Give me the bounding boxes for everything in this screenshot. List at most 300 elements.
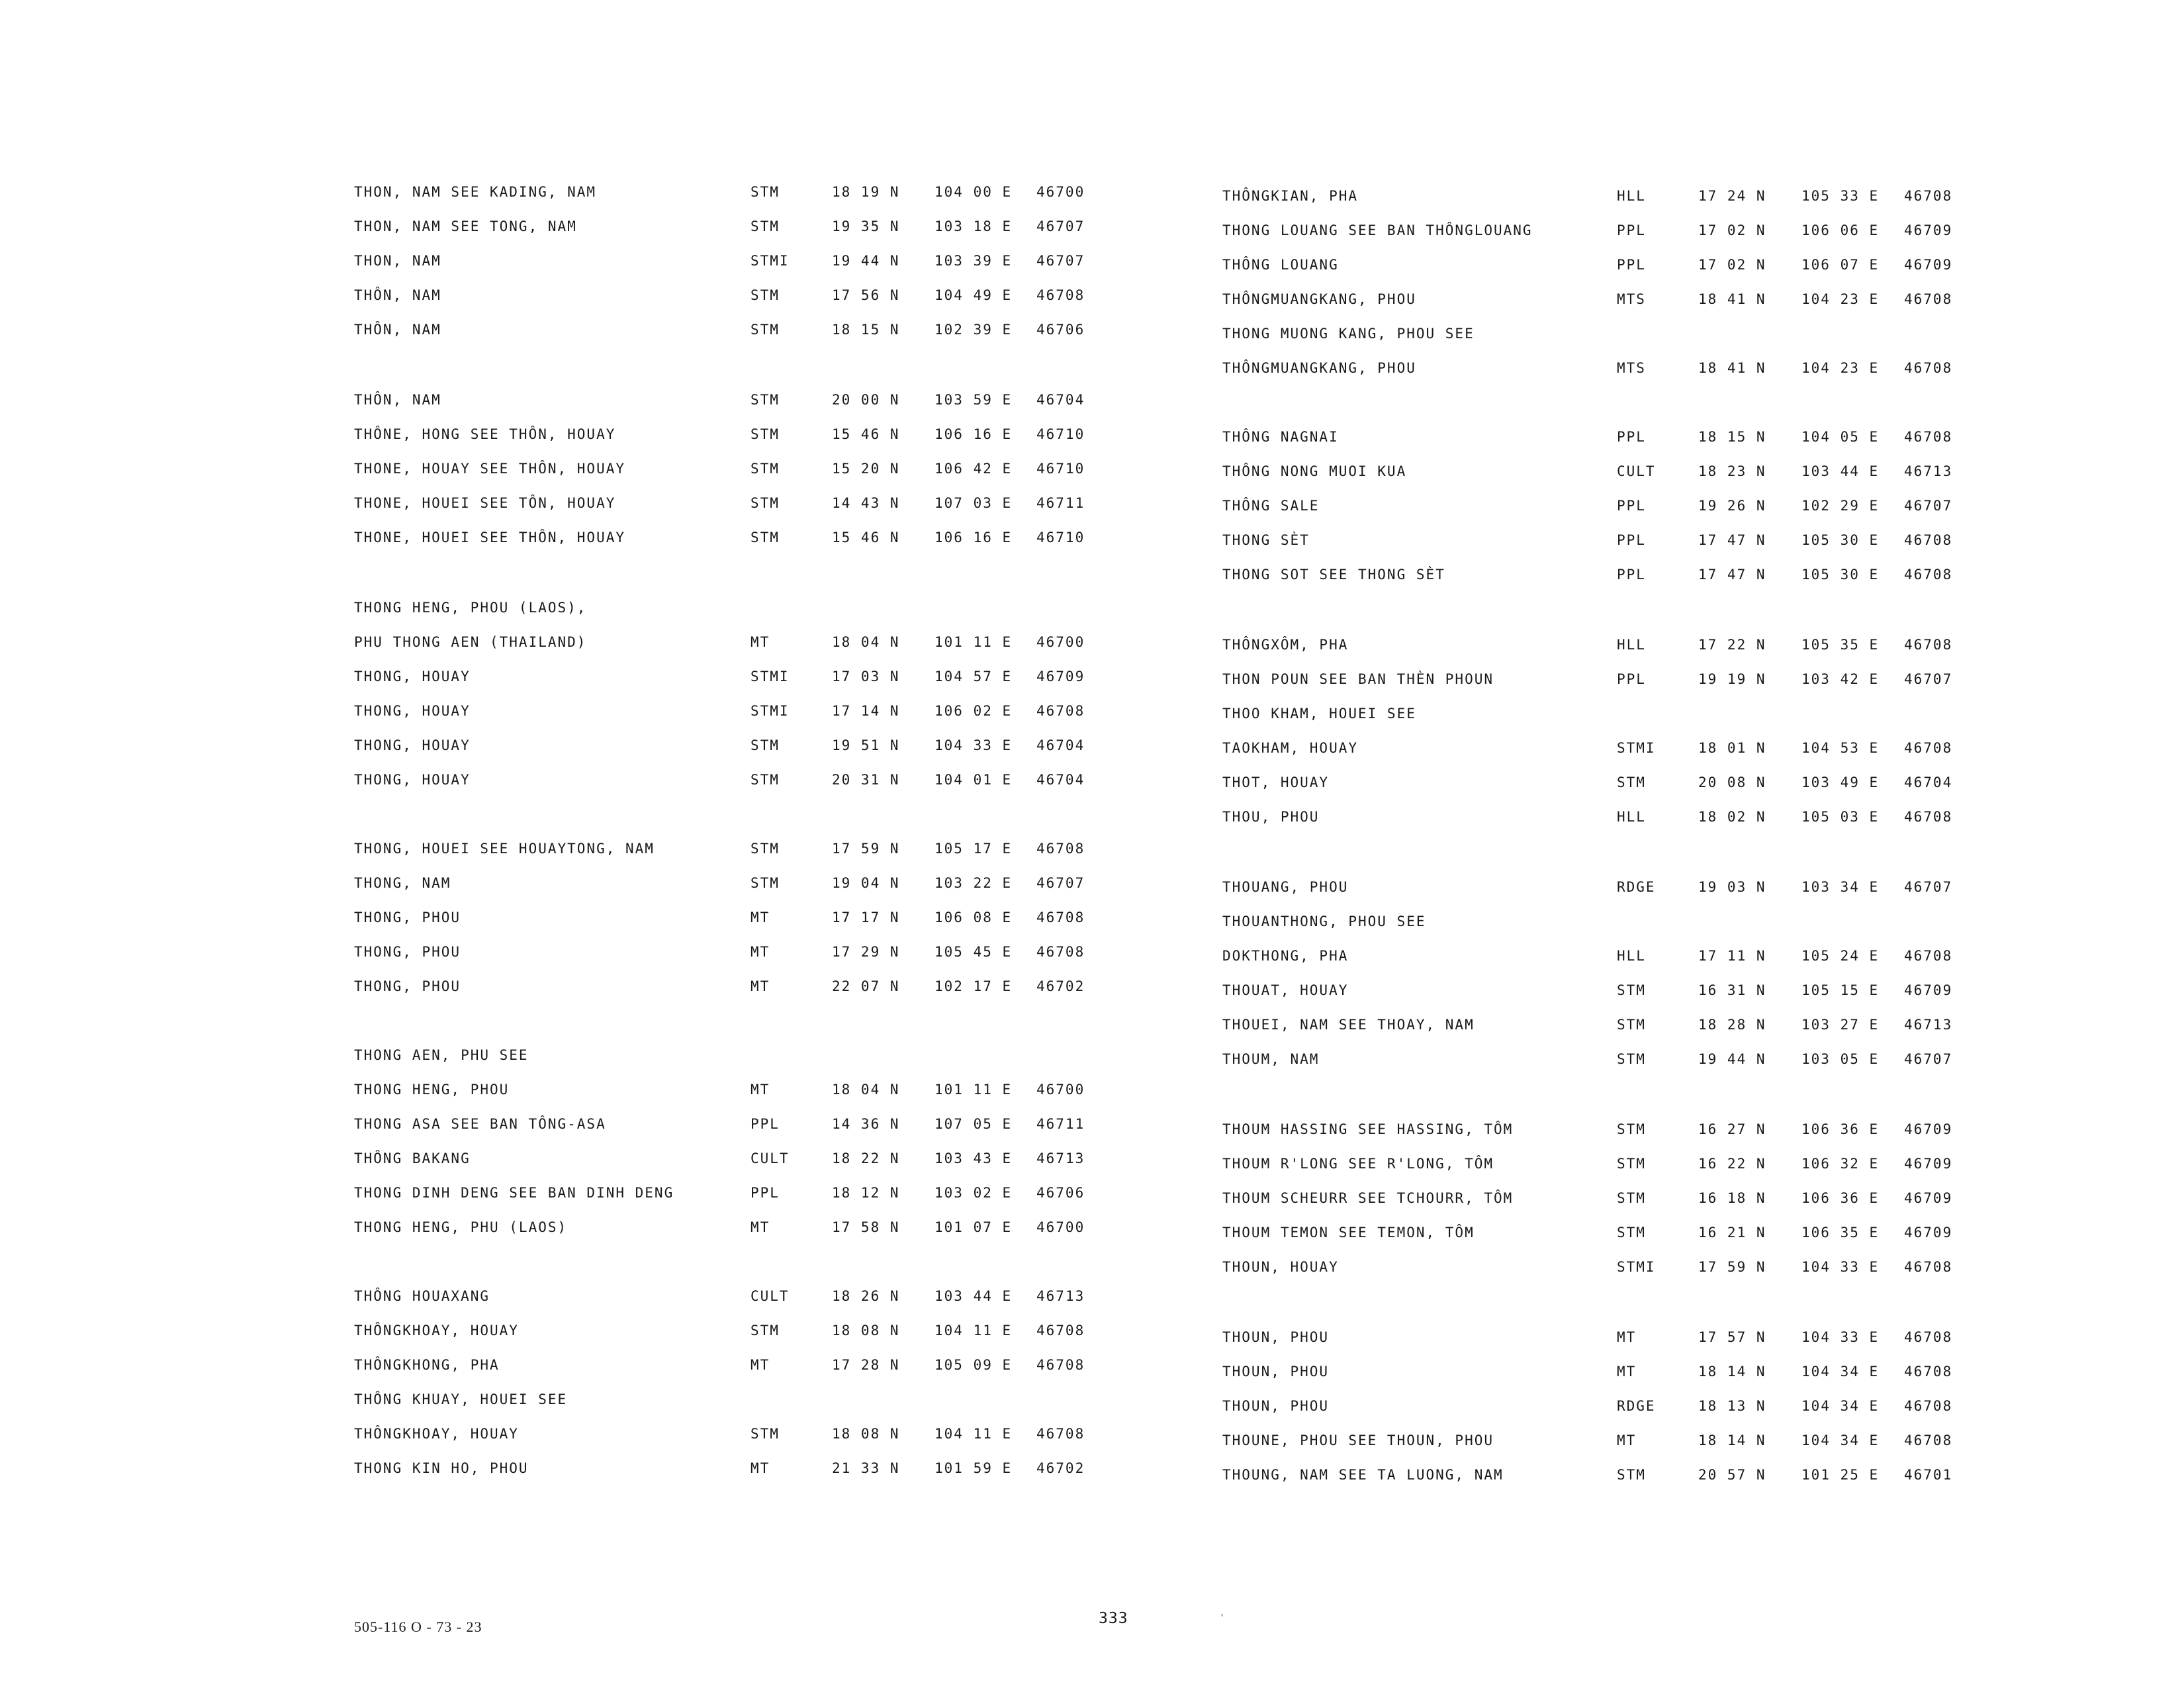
latitude: 17 11 N: [1698, 948, 1766, 964]
feature-code: PPL: [1617, 257, 1646, 273]
feature-code: MT: [751, 1082, 770, 1098]
latitude: 16 22 N: [1698, 1156, 1766, 1172]
map-sheet-number: 46708: [1904, 188, 1953, 204]
longitude: 103 43 E: [934, 1150, 1013, 1166]
latitude: 16 31 N: [1698, 982, 1766, 998]
feature-code: STM: [751, 772, 780, 788]
feature-code: STM: [1617, 1156, 1646, 1172]
feature-code: CULT: [751, 1288, 790, 1304]
map-sheet-number: 46700: [1036, 634, 1085, 650]
place-name: THONG, PHOU: [354, 978, 461, 994]
latitude: 18 41 N: [1698, 291, 1766, 307]
longitude: 105 09 E: [934, 1357, 1013, 1373]
map-sheet-number: 46707: [1904, 498, 1953, 514]
feature-code: MT: [1617, 1329, 1637, 1345]
longitude: 103 39 E: [934, 253, 1013, 269]
feature-code: MT: [751, 634, 770, 650]
place-name: THÔNG SALE: [1222, 498, 1320, 514]
latitude: 19 03 N: [1698, 879, 1766, 895]
feature-code: HLL: [1617, 948, 1646, 964]
place-name: THONG HENG, PHOU: [354, 1082, 510, 1098]
latitude: 16 21 N: [1698, 1225, 1766, 1241]
latitude: 17 17 N: [832, 910, 900, 925]
feature-code: CULT: [1617, 463, 1656, 479]
map-sheet-number: 46711: [1036, 495, 1085, 511]
latitude: 18 02 N: [1698, 809, 1766, 825]
place-name: THOUM HASSING SEE HASSING, TÔM: [1222, 1121, 1514, 1137]
feature-code: PPL: [751, 1116, 780, 1132]
feature-code: MTS: [1617, 291, 1646, 307]
map-sheet-number: 46707: [1036, 253, 1085, 269]
map-sheet-number: 46708: [1904, 637, 1953, 653]
feature-code: STM: [1617, 1017, 1646, 1033]
place-name: THONE, HOUEI SEE TÔN, HOUAY: [354, 495, 616, 511]
longitude: 104 57 E: [934, 669, 1013, 684]
feature-code: STM: [751, 1426, 780, 1442]
map-sheet-number: 46710: [1036, 530, 1085, 545]
place-name: THÔNGKIAN, PHA: [1222, 188, 1359, 204]
map-sheet-number: 46708: [1036, 287, 1085, 303]
place-name: THÔNGKHOAY, HOUAY: [354, 1323, 519, 1338]
feature-code: STM: [751, 287, 780, 303]
place-name: THÔNGMUANGKANG, PHOU: [1222, 360, 1416, 376]
place-name: THÔNGKHOAY, HOUAY: [354, 1426, 519, 1442]
longitude: 104 11 E: [934, 1426, 1013, 1442]
map-sheet-number: 46709: [1036, 669, 1085, 684]
latitude: 18 14 N: [1698, 1432, 1766, 1448]
latitude: 18 01 N: [1698, 740, 1766, 756]
latitude: 15 46 N: [832, 530, 900, 545]
longitude: 103 44 E: [934, 1288, 1013, 1304]
page-number: 333: [1099, 1610, 1128, 1627]
longitude: 104 49 E: [934, 287, 1013, 303]
latitude: 18 12 N: [832, 1185, 900, 1201]
place-name: THOUN, PHOU: [1222, 1364, 1330, 1380]
map-sheet-number: 46700: [1036, 1219, 1085, 1235]
place-name: THONG HENG, PHU (LAOS): [354, 1219, 568, 1235]
longitude: 105 45 E: [934, 944, 1013, 960]
place-name: THONG MUONG KANG, PHOU SEE: [1222, 326, 1475, 342]
longitude: 104 00 E: [934, 184, 1013, 200]
map-sheet-number: 46711: [1036, 1116, 1085, 1132]
longitude: 106 32 E: [1801, 1156, 1880, 1172]
latitude: 20 57 N: [1698, 1467, 1766, 1483]
longitude: 101 11 E: [934, 634, 1013, 650]
longitude: 103 59 E: [934, 392, 1013, 408]
map-sheet-number: 46707: [1904, 1051, 1953, 1067]
place-name: THÔNG HOUAXANG: [354, 1288, 490, 1304]
longitude: 105 15 E: [1801, 982, 1880, 998]
map-sheet-number: 46709: [1904, 222, 1953, 238]
longitude: 106 06 E: [1801, 222, 1880, 238]
latitude: 18 13 N: [1698, 1398, 1766, 1414]
map-sheet-number: 46708: [1904, 1329, 1953, 1345]
place-name: THOUNG, NAM SEE TA LUONG, NAM: [1222, 1467, 1504, 1483]
place-name: THONG, HOUEI SEE HOUAYTONG, NAM: [354, 841, 655, 857]
longitude: 105 30 E: [1801, 532, 1880, 548]
feature-code: PPL: [1617, 532, 1646, 548]
longitude: 104 05 E: [1801, 429, 1880, 445]
longitude: 106 07 E: [1801, 257, 1880, 273]
longitude: 103 44 E: [1801, 463, 1880, 479]
map-sheet-number: 46708: [1904, 567, 1953, 583]
longitude: 102 29 E: [1801, 498, 1880, 514]
latitude: 22 07 N: [832, 978, 900, 994]
map-sheet-number: 46708: [1904, 1432, 1953, 1448]
feature-code: HLL: [1617, 637, 1646, 653]
place-name: THONG ASA SEE BAN TÔNG-ASA: [354, 1116, 606, 1132]
longitude: 105 17 E: [934, 841, 1013, 857]
latitude: 18 14 N: [1698, 1364, 1766, 1380]
place-name: THONE, HOUEI SEE THÔN, HOUAY: [354, 530, 626, 545]
feature-code: MT: [751, 1357, 770, 1373]
place-name: THON, NAM SEE KADING, NAM: [354, 184, 597, 200]
place-name: TAOKHAM, HOUAY: [1222, 740, 1359, 756]
feature-code: HLL: [1617, 188, 1646, 204]
feature-code: STM: [751, 322, 780, 338]
longitude: 103 05 E: [1801, 1051, 1880, 1067]
map-sheet-number: 46713: [1036, 1288, 1085, 1304]
latitude: 21 33 N: [832, 1460, 900, 1476]
feature-code: STM: [751, 218, 780, 234]
latitude: 18 08 N: [832, 1323, 900, 1338]
latitude: 18 08 N: [832, 1426, 900, 1442]
place-name: THOUEI, NAM SEE THOAY, NAM: [1222, 1017, 1475, 1033]
longitude: 101 11 E: [934, 1082, 1013, 1098]
feature-code: STM: [1617, 1467, 1646, 1483]
feature-code: RDGE: [1617, 1398, 1656, 1414]
place-name: THÔNG NAGNAI: [1222, 429, 1339, 445]
feature-code: STM: [751, 1323, 780, 1338]
feature-code: STM: [1617, 1190, 1646, 1206]
feature-code: MT: [751, 944, 770, 960]
place-name: THÔNE, HONG SEE THÔN, HOUAY: [354, 426, 616, 442]
longitude: 103 22 E: [934, 875, 1013, 891]
longitude: 104 34 E: [1801, 1398, 1880, 1414]
feature-code: STM: [751, 841, 780, 857]
feature-code: PPL: [751, 1185, 780, 1201]
map-sheet-number: 46708: [1904, 809, 1953, 825]
print-code: 505-116 O - 73 - 23: [354, 1618, 482, 1635]
longitude: 107 03 E: [934, 495, 1013, 511]
feature-code: STM: [751, 392, 780, 408]
place-name: THOUM TEMON SEE TEMON, TÔM: [1222, 1225, 1475, 1241]
latitude: 19 51 N: [832, 737, 900, 753]
place-name: THONG AEN, PHU SEE: [354, 1047, 529, 1063]
map-sheet-number: 46708: [1904, 532, 1953, 548]
longitude: 104 53 E: [1801, 740, 1880, 756]
feature-code: STMI: [1617, 1259, 1656, 1275]
latitude: 18 15 N: [832, 322, 900, 338]
latitude: 17 59 N: [832, 841, 900, 857]
longitude: 104 33 E: [1801, 1259, 1880, 1275]
map-sheet-number: 46709: [1904, 1225, 1953, 1241]
latitude: 15 20 N: [832, 461, 900, 477]
place-name: PHU THONG AEN (THAILAND): [354, 634, 587, 650]
place-name: THOUM SCHEURR SEE TCHOURR, TÔM: [1222, 1190, 1514, 1206]
latitude: 17 28 N: [832, 1357, 900, 1373]
longitude: 103 42 E: [1801, 671, 1880, 687]
map-sheet-number: 46708: [1036, 703, 1085, 719]
longitude: 104 23 E: [1801, 291, 1880, 307]
map-sheet-number: 46708: [1036, 1357, 1085, 1373]
feature-code: STM: [751, 495, 780, 511]
longitude: 101 59 E: [934, 1460, 1013, 1476]
longitude: 103 27 E: [1801, 1017, 1880, 1033]
map-sheet-number: 46707: [1036, 218, 1085, 234]
map-sheet-number: 46706: [1036, 322, 1085, 338]
map-sheet-number: 46700: [1036, 184, 1085, 200]
place-name: THÔNGMUANGKANG, PHOU: [1222, 291, 1416, 307]
feature-code: PPL: [1617, 222, 1646, 238]
place-name: THOT, HOUAY: [1222, 774, 1330, 790]
longitude: 106 08 E: [934, 910, 1013, 925]
feature-code: PPL: [1617, 429, 1646, 445]
map-sheet-number: 46700: [1036, 1082, 1085, 1098]
place-name: THÔN, NAM: [354, 322, 441, 338]
latitude: 19 44 N: [1698, 1051, 1766, 1067]
longitude: 104 33 E: [1801, 1329, 1880, 1345]
latitude: 17 02 N: [1698, 222, 1766, 238]
map-sheet-number: 46713: [1904, 1017, 1953, 1033]
feature-code: MTS: [1617, 360, 1646, 376]
place-name: THONG, HOUAY: [354, 737, 471, 753]
latitude: 17 22 N: [1698, 637, 1766, 653]
longitude: 106 16 E: [934, 530, 1013, 545]
map-sheet-number: 46708: [1904, 948, 1953, 964]
place-name: THÔNG NONG MUOI KUA: [1222, 463, 1407, 479]
feature-code: RDGE: [1617, 879, 1656, 895]
map-sheet-number: 46713: [1904, 463, 1953, 479]
feature-code: STM: [751, 184, 780, 200]
place-name: DOKTHONG, PHA: [1222, 948, 1349, 964]
longitude: 106 16 E: [934, 426, 1013, 442]
feature-code: CULT: [751, 1150, 790, 1166]
latitude: 17 57 N: [1698, 1329, 1766, 1345]
latitude: 17 58 N: [832, 1219, 900, 1235]
latitude: 18 19 N: [832, 184, 900, 200]
longitude: 103 02 E: [934, 1185, 1013, 1201]
place-name: THONG DINH DENG SEE BAN DINH DENG: [354, 1185, 674, 1201]
place-name: THÔN, NAM: [354, 287, 441, 303]
place-name: THOUANTHONG, PHOU SEE: [1222, 914, 1426, 929]
latitude: 20 08 N: [1698, 774, 1766, 790]
latitude: 18 22 N: [832, 1150, 900, 1166]
place-name: THONG KIN HO, PHOU: [354, 1460, 529, 1476]
map-sheet-number: 46708: [1036, 910, 1085, 925]
map-sheet-number: 46708: [1904, 1259, 1953, 1275]
longitude: 106 36 E: [1801, 1121, 1880, 1137]
place-name: THON, NAM SEE TONG, NAM: [354, 218, 577, 234]
place-name: THOUM R'LONG SEE R'LONG, TÔM: [1222, 1156, 1494, 1172]
latitude: 19 19 N: [1698, 671, 1766, 687]
latitude: 17 14 N: [832, 703, 900, 719]
longitude: 106 36 E: [1801, 1190, 1880, 1206]
map-sheet-number: 46709: [1904, 1121, 1953, 1137]
map-sheet-number: 46708: [1904, 360, 1953, 376]
feature-code: STM: [1617, 1225, 1646, 1241]
feature-code: STMI: [751, 253, 790, 269]
place-name: THOO KHAM, HOUEI SEE: [1222, 706, 1416, 722]
feature-code: STMI: [1617, 740, 1656, 756]
place-name: THÔN, NAM: [354, 392, 441, 408]
place-name: THONG SÈT: [1222, 532, 1310, 548]
longitude: 102 17 E: [934, 978, 1013, 994]
longitude: 106 42 E: [934, 461, 1013, 477]
feature-code: MT: [1617, 1432, 1637, 1448]
longitude: 102 39 E: [934, 322, 1013, 338]
map-sheet-number: 46708: [1904, 1364, 1953, 1380]
place-name: THÔNG LOUANG: [1222, 257, 1339, 273]
feature-code: MT: [751, 1460, 770, 1476]
map-sheet-number: 46704: [1036, 737, 1085, 753]
feature-code: STM: [1617, 982, 1646, 998]
latitude: 19 35 N: [832, 218, 900, 234]
longitude: 105 30 E: [1801, 567, 1880, 583]
place-name: THONG, HOUAY: [354, 772, 471, 788]
place-name: THÔNG KHUAY, HOUEI SEE: [354, 1391, 568, 1407]
map-sheet-number: 46708: [1904, 429, 1953, 445]
latitude: 17 47 N: [1698, 567, 1766, 583]
feature-code: STM: [751, 875, 780, 891]
longitude: 105 35 E: [1801, 637, 1880, 653]
map-sheet-number: 46704: [1036, 772, 1085, 788]
longitude: 106 35 E: [1801, 1225, 1880, 1241]
latitude: 16 18 N: [1698, 1190, 1766, 1206]
feature-code: MT: [751, 1219, 770, 1235]
map-sheet-number: 46710: [1036, 426, 1085, 442]
place-name: THONG, NAM: [354, 875, 451, 891]
place-name: THONG, HOUAY: [354, 703, 471, 719]
latitude: 17 03 N: [832, 669, 900, 684]
map-sheet-number: 46704: [1036, 392, 1085, 408]
feature-code: STMI: [751, 669, 790, 684]
latitude: 17 59 N: [1698, 1259, 1766, 1275]
feature-code: STM: [751, 530, 780, 545]
latitude: 18 28 N: [1698, 1017, 1766, 1033]
longitude: 105 24 E: [1801, 948, 1880, 964]
feature-code: STM: [1617, 774, 1646, 790]
place-name: THOUN, PHOU: [1222, 1398, 1330, 1414]
feature-code: STM: [1617, 1121, 1646, 1137]
feature-code: PPL: [1617, 498, 1646, 514]
longitude: 105 03 E: [1801, 809, 1880, 825]
map-sheet-number: 46701: [1904, 1467, 1953, 1483]
stray-mark: ': [1221, 1613, 1223, 1624]
map-sheet-number: 46708: [1036, 841, 1085, 857]
map-sheet-number: 46702: [1036, 978, 1085, 994]
latitude: 14 36 N: [832, 1116, 900, 1132]
map-sheet-number: 46707: [1036, 875, 1085, 891]
latitude: 17 47 N: [1698, 532, 1766, 548]
place-name: THONG, PHOU: [354, 944, 461, 960]
feature-code: STM: [1617, 1051, 1646, 1067]
latitude: 20 31 N: [832, 772, 900, 788]
latitude: 17 02 N: [1698, 257, 1766, 273]
place-name: THOUAT, HOUAY: [1222, 982, 1349, 998]
map-sheet-number: 46709: [1904, 1190, 1953, 1206]
longitude: 105 33 E: [1801, 188, 1880, 204]
latitude: 18 26 N: [832, 1288, 900, 1304]
feature-code: HLL: [1617, 809, 1646, 825]
longitude: 104 33 E: [934, 737, 1013, 753]
feature-code: STM: [751, 737, 780, 753]
place-name: THOUANG, PHOU: [1222, 879, 1349, 895]
place-name: THOUNE, PHOU SEE THOUN, PHOU: [1222, 1432, 1494, 1448]
latitude: 18 41 N: [1698, 360, 1766, 376]
place-name: THÔNG BAKANG: [354, 1150, 471, 1166]
longitude: 104 34 E: [1801, 1364, 1880, 1380]
map-sheet-number: 46709: [1904, 1156, 1953, 1172]
map-sheet-number: 46708: [1036, 944, 1085, 960]
place-name: THÔNGKHONG, PHA: [354, 1357, 500, 1373]
longitude: 104 01 E: [934, 772, 1013, 788]
longitude: 103 18 E: [934, 218, 1013, 234]
latitude: 17 29 N: [832, 944, 900, 960]
latitude: 19 44 N: [832, 253, 900, 269]
map-sheet-number: 46704: [1904, 774, 1953, 790]
longitude: 106 02 E: [934, 703, 1013, 719]
longitude: 104 11 E: [934, 1323, 1013, 1338]
place-name: THOUN, PHOU: [1222, 1329, 1330, 1345]
longitude: 101 25 E: [1801, 1467, 1880, 1483]
map-sheet-number: 46709: [1904, 257, 1953, 273]
feature-code: STM: [751, 461, 780, 477]
place-name: THONE, HOUAY SEE THÔN, HOUAY: [354, 461, 626, 477]
feature-code: PPL: [1617, 567, 1646, 583]
latitude: 17 56 N: [832, 287, 900, 303]
latitude: 18 15 N: [1698, 429, 1766, 445]
place-name: THOUN, HOUAY: [1222, 1259, 1339, 1275]
place-name: THONG LOUANG SEE BAN THÔNGLOUANG: [1222, 222, 1533, 238]
map-sheet-number: 46708: [1904, 740, 1953, 756]
longitude: 104 34 E: [1801, 1432, 1880, 1448]
feature-code: MT: [1617, 1364, 1637, 1380]
latitude: 18 23 N: [1698, 463, 1766, 479]
latitude: 20 00 N: [832, 392, 900, 408]
longitude: 104 23 E: [1801, 360, 1880, 376]
feature-code: MT: [751, 978, 770, 994]
place-name: THOUM, NAM: [1222, 1051, 1320, 1067]
feature-code: MT: [751, 910, 770, 925]
longitude: 103 49 E: [1801, 774, 1880, 790]
feature-code: PPL: [1617, 671, 1646, 687]
latitude: 19 26 N: [1698, 498, 1766, 514]
map-sheet-number: 46707: [1904, 671, 1953, 687]
place-name: THONG, PHOU: [354, 910, 461, 925]
map-sheet-number: 46710: [1036, 461, 1085, 477]
map-sheet-number: 46708: [1036, 1323, 1085, 1338]
place-name: THONG SOT SEE THONG SÈT: [1222, 567, 1445, 583]
latitude: 16 27 N: [1698, 1121, 1766, 1137]
map-sheet-number: 46708: [1904, 1398, 1953, 1414]
latitude: 19 04 N: [832, 875, 900, 891]
feature-code: STM: [751, 426, 780, 442]
place-name: THON POUN SEE BAN THÈN PHOUN: [1222, 671, 1494, 687]
latitude: 18 04 N: [832, 634, 900, 650]
map-sheet-number: 46713: [1036, 1150, 1085, 1166]
longitude: 103 34 E: [1801, 879, 1880, 895]
map-sheet-number: 46709: [1904, 982, 1953, 998]
place-name: THÔNGXÔM, PHA: [1222, 637, 1349, 653]
place-name: THOU, PHOU: [1222, 809, 1320, 825]
place-name: THONG, HOUAY: [354, 669, 471, 684]
map-sheet-number: 46708: [1036, 1426, 1085, 1442]
longitude: 101 07 E: [934, 1219, 1013, 1235]
feature-code: STMI: [751, 703, 790, 719]
longitude: 107 05 E: [934, 1116, 1013, 1132]
map-sheet-number: 46706: [1036, 1185, 1085, 1201]
